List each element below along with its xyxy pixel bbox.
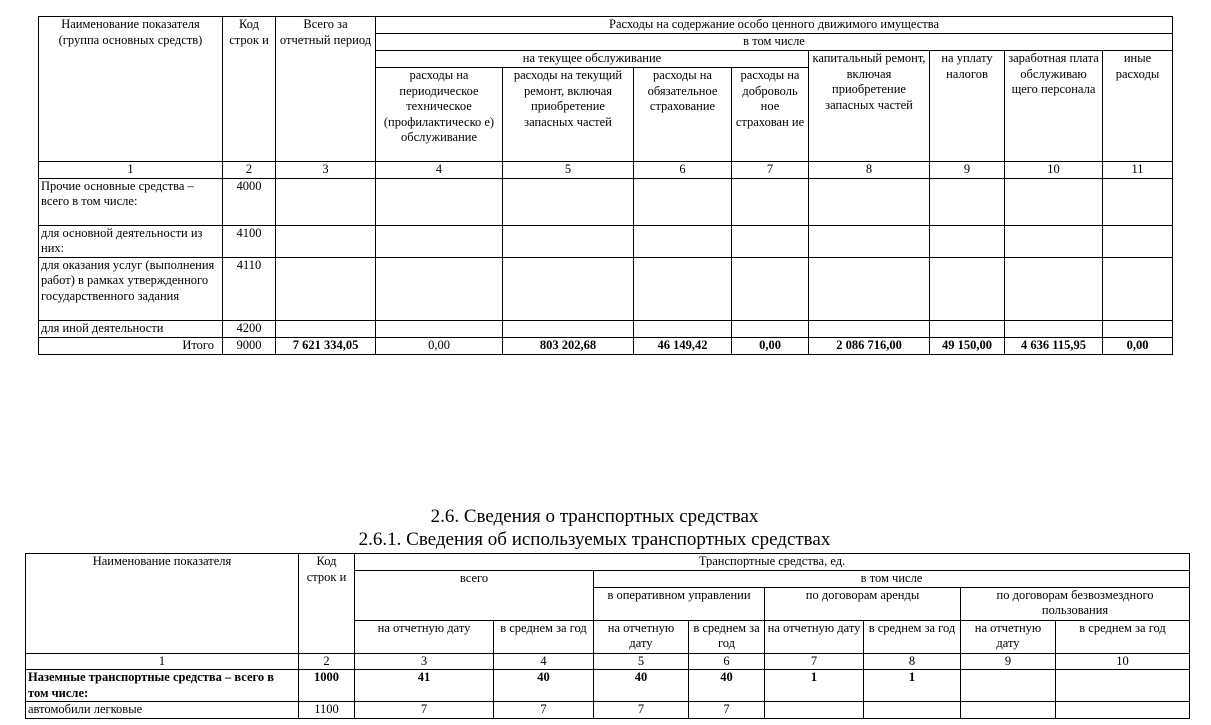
header-average: в среднем за год xyxy=(494,620,594,653)
header-at-date: на отчетную дату xyxy=(961,620,1056,653)
cell xyxy=(376,225,503,257)
row-code: 1000 xyxy=(299,670,355,702)
vehicles-table xyxy=(25,553,1190,719)
col-number: 6 xyxy=(634,162,732,179)
col-number: 5 xyxy=(594,653,689,670)
table-row xyxy=(39,320,1173,337)
section-title: 2.6. Сведения о транспортных средствах xyxy=(430,506,759,527)
total-cell: 803 202,68 xyxy=(503,337,634,354)
header-code: Код строк и xyxy=(223,17,276,162)
header-mandatory-insurance: расходы на обязательное страхование xyxy=(634,68,732,162)
cell xyxy=(732,257,809,320)
cell xyxy=(634,225,732,257)
cell xyxy=(634,257,732,320)
col-number: 4 xyxy=(376,162,503,179)
total-cell: 0,00 xyxy=(732,337,809,354)
cell xyxy=(276,257,376,320)
cell xyxy=(276,178,376,225)
cell xyxy=(930,320,1005,337)
col-number: 9 xyxy=(961,653,1056,670)
total-cell: 0,00 xyxy=(376,337,503,354)
total-cell: 49 150,00 xyxy=(930,337,1005,354)
cell xyxy=(1103,257,1173,320)
header-other: иные расходы xyxy=(1103,51,1173,162)
col-number: 1 xyxy=(26,653,299,670)
col-number: 10 xyxy=(1056,653,1190,670)
row-code: 1100 xyxy=(299,702,355,719)
cell: 7 xyxy=(594,702,689,719)
table-row xyxy=(39,225,1173,257)
cell xyxy=(634,178,732,225)
col-number: 3 xyxy=(355,653,494,670)
header-code: Код строк и xyxy=(299,554,355,654)
col-number: 7 xyxy=(732,162,809,179)
cell xyxy=(809,320,930,337)
cell xyxy=(930,225,1005,257)
cell xyxy=(961,670,1056,702)
header-lease: по договорам аренды xyxy=(765,587,961,620)
col-number: 2 xyxy=(299,653,355,670)
col-number: 10 xyxy=(1005,162,1103,179)
col-number: 6 xyxy=(689,653,765,670)
cell xyxy=(809,257,930,320)
cell xyxy=(376,178,503,225)
total-cell: 0,00 xyxy=(1103,337,1173,354)
header-voluntary-insurance: расходы на доброволь ное страхован ие xyxy=(732,68,809,162)
col-number: 1 xyxy=(39,162,223,179)
total-cell: 2 086 716,00 xyxy=(809,337,930,354)
header-including: в том числе xyxy=(594,571,1190,588)
row-code: 4110 xyxy=(223,257,276,320)
cell: 40 xyxy=(494,670,594,702)
cell xyxy=(1005,225,1103,257)
cell xyxy=(765,702,864,719)
row-code: 4200 xyxy=(223,320,276,337)
cell: 7 xyxy=(494,702,594,719)
table-row xyxy=(39,178,1173,225)
header-at-date: на отчетную дату xyxy=(765,620,864,653)
cell xyxy=(961,702,1056,719)
cell: 7 xyxy=(689,702,765,719)
cell: 40 xyxy=(689,670,765,702)
header-including: в том числе xyxy=(376,34,1173,51)
col-number: 8 xyxy=(864,653,961,670)
expenses-table xyxy=(38,16,1173,355)
col-number: 3 xyxy=(276,162,376,179)
header-salary: заработная плата обслуживаю щего персонала xyxy=(1005,51,1103,162)
col-number: 2 xyxy=(223,162,276,179)
row-name: для иной деятельности xyxy=(39,320,223,337)
header-total: Всего за отчетный период xyxy=(276,17,376,162)
cell xyxy=(732,320,809,337)
column-numbers-row xyxy=(39,162,1173,179)
cell xyxy=(376,257,503,320)
cell xyxy=(930,178,1005,225)
header-name: Наименование показателя xyxy=(26,554,299,654)
cell xyxy=(809,178,930,225)
cell xyxy=(276,225,376,257)
header-capital-repair: капитальный ремонт, включая приобретение запасных частей xyxy=(809,51,930,162)
cell xyxy=(732,225,809,257)
row-name: для основной деятельности из них: xyxy=(39,225,223,257)
header-average: в среднем за год xyxy=(689,620,765,653)
col-number: 7 xyxy=(765,653,864,670)
row-name: автомобили легковые xyxy=(26,702,299,719)
header-average: в среднем за год xyxy=(864,620,961,653)
cell: 40 xyxy=(594,670,689,702)
cell: 1 xyxy=(765,670,864,702)
header-at-date: на отчетную дату xyxy=(594,620,689,653)
header-vehicles: Транспортные средства, ед. xyxy=(355,554,1190,571)
col-number: 5 xyxy=(503,162,634,179)
cell xyxy=(276,320,376,337)
cell xyxy=(1005,178,1103,225)
header-periodic-maintenance: расходы на периодическое техническое (профилактическо е) обслуживание xyxy=(376,68,503,162)
total-cell: 46 149,42 xyxy=(634,337,732,354)
cell xyxy=(1056,702,1190,719)
cell xyxy=(634,320,732,337)
header-name: Наименование показателя (группа основных средств) xyxy=(39,17,223,162)
header-free-use: по договорам безвозмездного пользования xyxy=(961,587,1190,620)
row-name: Прочие основные средства – всего в том числе: xyxy=(39,178,223,225)
col-number: 8 xyxy=(809,162,930,179)
total-label: Итого xyxy=(39,337,223,354)
col-number: 9 xyxy=(930,162,1005,179)
header-total: всего xyxy=(355,571,594,621)
cell: 41 xyxy=(355,670,494,702)
cell xyxy=(376,320,503,337)
column-numbers-row xyxy=(26,653,1190,670)
header-operational: в оперативном управлении xyxy=(594,587,765,620)
cell: 1 xyxy=(864,670,961,702)
header-expenses-group: Расходы на содержание особо ценного движимого имущества xyxy=(376,17,1173,34)
table-row xyxy=(39,257,1173,320)
total-cell: 7 621 334,05 xyxy=(276,337,376,354)
cell: 7 xyxy=(355,702,494,719)
col-number: 11 xyxy=(1103,162,1173,179)
total-row xyxy=(39,337,1173,354)
cell xyxy=(1103,178,1173,225)
cell xyxy=(864,702,961,719)
cell xyxy=(503,257,634,320)
row-code: 4100 xyxy=(223,225,276,257)
row-code: 4000 xyxy=(223,178,276,225)
cell xyxy=(1005,320,1103,337)
row-name: для оказания услуг (выполнения работ) в рамках утвержденного государственного задания xyxy=(39,257,223,320)
subsection-title: 2.6.1. Сведения об используемых транспортных средствах xyxy=(358,529,831,550)
cell xyxy=(503,320,634,337)
table-row xyxy=(26,702,1190,719)
cell xyxy=(1056,670,1190,702)
header-at-date: на отчетную дату xyxy=(355,620,494,653)
table-row xyxy=(26,670,1190,702)
header-current-service: на текущее обслуживание xyxy=(376,51,809,68)
total-cell: 4 636 115,95 xyxy=(1005,337,1103,354)
header-average: в среднем за год xyxy=(1056,620,1190,653)
col-number: 4 xyxy=(494,653,594,670)
row-name: Наземные транспортные средства – всего в том числе: xyxy=(26,670,299,702)
cell xyxy=(1103,225,1173,257)
header-taxes: на уплату налогов xyxy=(930,51,1005,162)
cell xyxy=(809,225,930,257)
header-current-repair: расходы на текущий ремонт, включая приобретение запасных частей xyxy=(503,68,634,162)
cell xyxy=(732,178,809,225)
cell xyxy=(503,178,634,225)
cell xyxy=(1005,257,1103,320)
cell xyxy=(503,225,634,257)
cell xyxy=(930,257,1005,320)
cell xyxy=(1103,320,1173,337)
total-code: 9000 xyxy=(223,337,276,354)
